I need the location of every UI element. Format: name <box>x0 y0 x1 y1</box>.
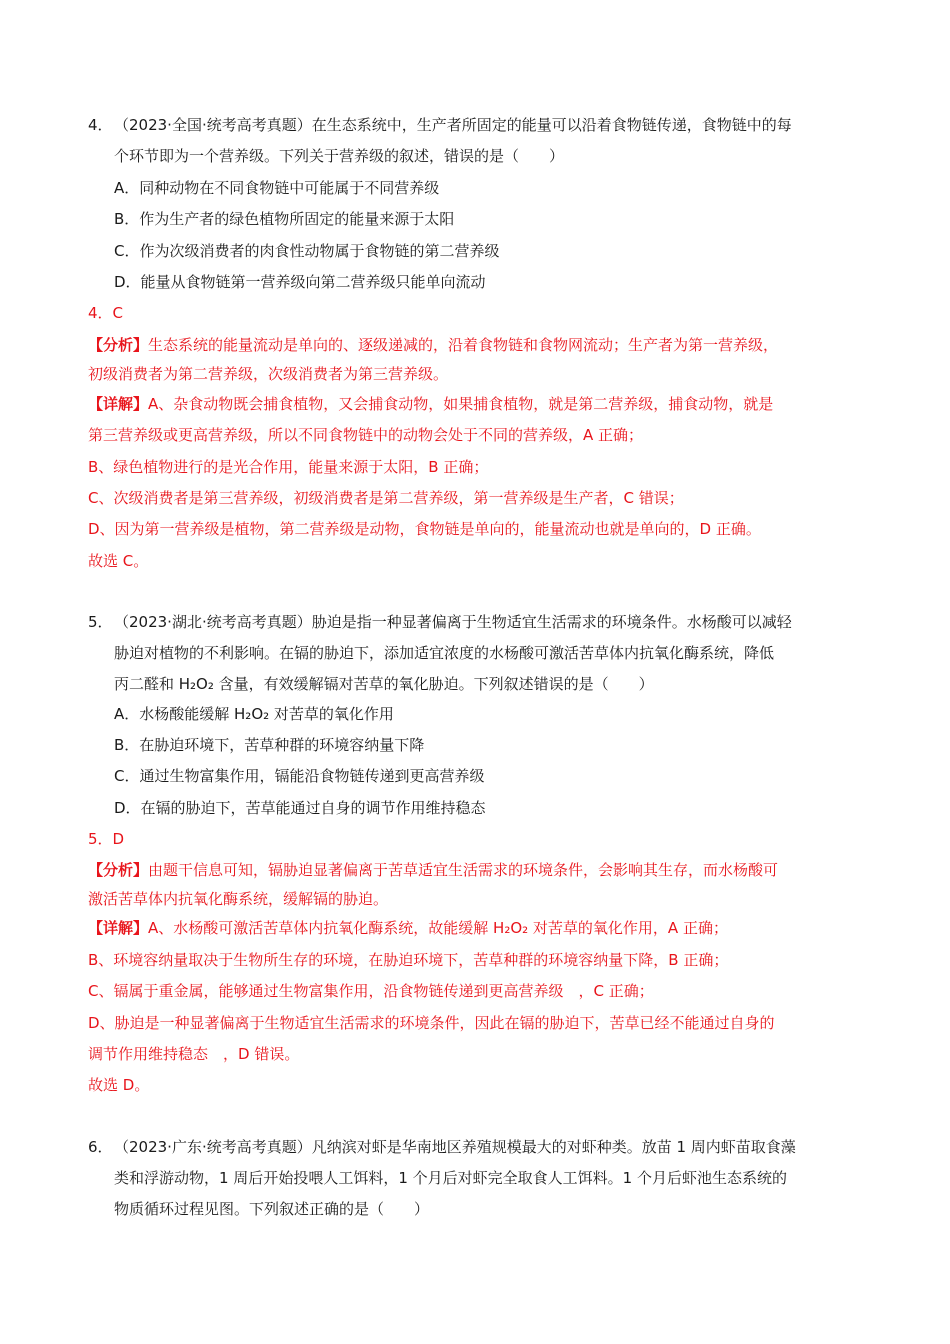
question-6-stem-line-2: 类和浮游动物，1 周后开始投喂人工饵料，1 个月后对虾完全取食人工饵料。1 个月后虾池生态系统的 <box>114 1169 787 1187</box>
question-5-detail-line-4: D、胁迫是一种显著偏离于生物适宜生活需求的环境条件，因此在镉的胁迫下，苦草已经不能通过自身的 <box>88 1014 775 1032</box>
question-4-stem-line-1: （2023·全国·统考高考真题）在生态系统中，生产者所固定的能量可以沿着食物链传递，食物链中的每 <box>114 116 792 134</box>
question-4-option-c: C．作为次级消费者的肉食性动物属于食物链的第二营养级 <box>114 242 500 260</box>
detail-text: A、水杨酸可激活苦草体内抗氧化酶系统，故能缓解 H₂O₂ 对苦草的氧化作用，A 正确； <box>148 919 728 937</box>
question-5-analysis-line-2: 激活苦草体内抗氧化酶系统，缓解镉的胁迫。 <box>88 890 389 908</box>
analysis-text: 由题干信息可知，镉胁迫显著偏离于苦草适宜生活需求的环境条件，会影响其生存，而水杨酸可 <box>148 861 779 879</box>
question-4-detail-line-2: 第三营养级或更高营养级，所以不同食物链中的动物会处于不同的营养级，A 正确； <box>88 426 644 444</box>
detail-tag: 【详解】 <box>88 395 149 413</box>
question-5-answer: 5．D <box>88 830 125 848</box>
question-4-stem-line-2: 个环节即为一个营养级。下列关于营养级的叙述，错误的是（ ） <box>114 147 565 165</box>
question-4-detail-line-3: B、绿色植物进行的是光合作用，能量来源于太阳，B 正确； <box>88 458 489 476</box>
detail-text: A、杂食动物既会捕食植物，又会捕食动物，如果捕食植物，就是第二营养级，捕食动物，就是 <box>148 395 774 413</box>
question-5-detail-line-1 <box>88 917 728 939</box>
question-5-stem-line-1: （2023·湖北·统考高考真题）胁迫是指一种显著偏离于生物适宜生活需求的环境条件。水杨酸可以减轻 <box>114 613 792 631</box>
question-4-option-b: B．作为生产者的绿色植物所固定的能量来源于太阳 <box>114 210 455 228</box>
question-5-stem-line-3: 丙二醛和 H₂O₂ 含量，有效缓解镉对苦草的氧化胁迫。下列叙述错误的是（ ） <box>114 675 654 693</box>
question-4-analysis-line-2: 初级消费者为第二营养级，次级消费者为第三营养级。 <box>88 365 449 383</box>
question-5-detail-line-5: 调节作用维持稳态 ，D 错误。 <box>88 1045 300 1063</box>
question-5-option-b: B．在胁迫环境下，苦草种群的环境容纳量下降 <box>114 736 425 754</box>
question-6-stem-line-1: （2023·广东·统考高考真题）凡纳滨对虾是华南地区养殖规模最大的对虾种类。放苗 1 周内虾苗取食藻 <box>114 1138 796 1156</box>
analysis-tag: 【分析】 <box>88 861 149 879</box>
question-5-stem-line-2: 胁迫对植物的不利影响。在镉的胁迫下，添加适宜浓度的水杨酸可激活苦草体内抗氧化酶系统，降低 <box>114 644 775 662</box>
question-5-option-a: A．水杨酸能缓解 H₂O₂ 对苦草的氧化作用 <box>114 705 394 723</box>
question-5-option-d: D．在镉的胁迫下，苦草能通过自身的调节作用维持稳态 <box>114 799 486 817</box>
detail-tag: 【详解】 <box>88 919 149 937</box>
question-5-number: 5． <box>88 613 113 631</box>
question-4-analysis-line-1 <box>88 334 778 356</box>
question-6-stem-line-3: 物质循环过程见图。下列叙述正确的是（ ） <box>114 1200 430 1218</box>
question-5-detail-line-3: C、镉属于重金属，能够通过生物富集作用，沿食物链传递到更高营养级 ，C 正确； <box>88 982 654 1000</box>
question-4-option-a: A．同种动物在不同食物链中可能属于不同营养级 <box>114 179 440 197</box>
question-4-number: 4． <box>88 116 113 134</box>
question-4-option-d: D．能量从食物链第一营养级向第二营养级只能单向流动 <box>114 273 486 291</box>
analysis-text: 生态系统的能量流动是单向的、逐级递减的，沿着食物链和食物网流动；生产者为第一营养级， <box>148 336 779 354</box>
question-6-number: 6． <box>88 1138 113 1156</box>
question-4-detail-line-4: C、次级消费者是第三营养级，初级消费者是第二营养级，第一营养级是生产者，C 错误； <box>88 489 684 507</box>
question-5-option-c: C．通过生物富集作用，镉能沿食物链传递到更高营养级 <box>114 767 485 785</box>
question-5-analysis-line-1 <box>88 859 778 881</box>
question-4-conclusion: 故选 C。 <box>88 552 149 570</box>
question-5-detail-line-2: B、环境容纳量取决于生物所生存的环境，在胁迫环境下，苦草种群的环境容纳量下降，B 正确； <box>88 951 729 969</box>
question-4-detail-line-5: D、因为第一营养级是植物，第二营养级是动物，食物链是单向的，能量流动也就是单向的，D 正确。 <box>88 520 761 538</box>
analysis-tag: 【分析】 <box>88 336 149 354</box>
question-5-conclusion: 故选 D。 <box>88 1076 150 1094</box>
question-4-detail-line-1 <box>88 393 773 415</box>
question-4-answer: 4．C <box>88 304 124 322</box>
